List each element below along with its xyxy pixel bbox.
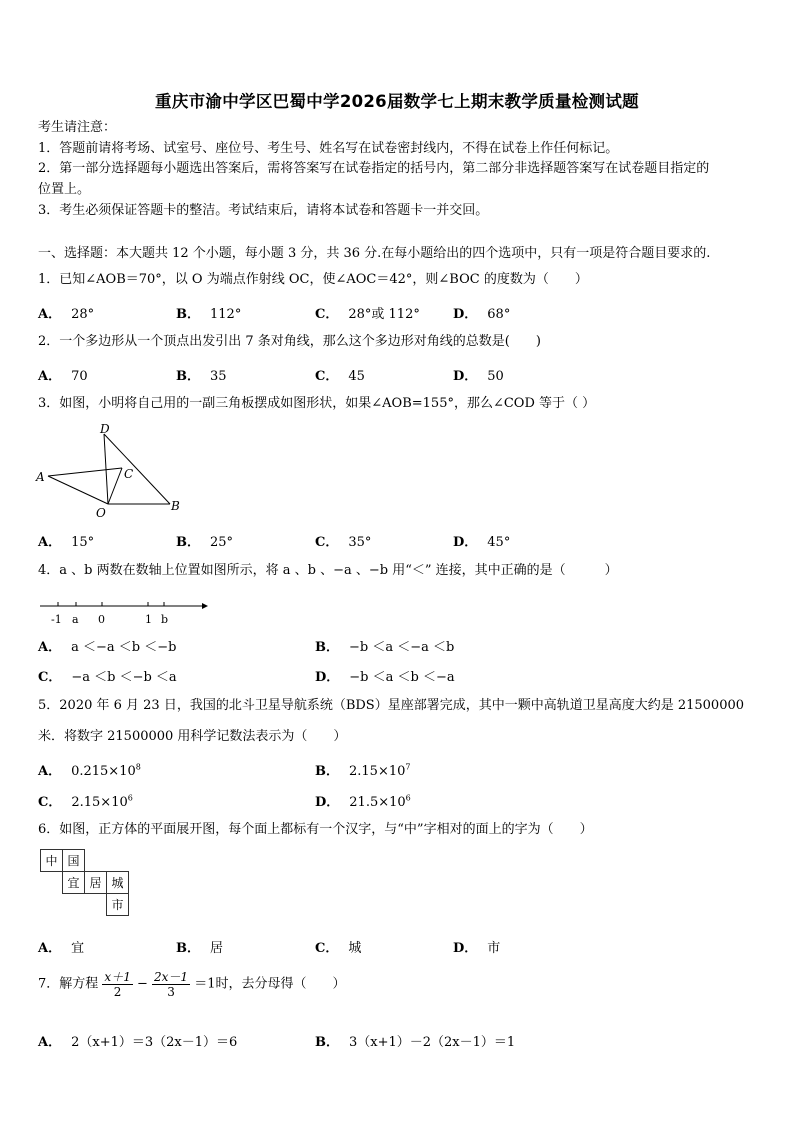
q1-option-b: B． 112° [176,307,242,322]
tick-label: 0 [98,613,105,626]
q4-option-c: C． −a ＜b ＜−b ＜a [38,670,177,685]
q2-option-c: C． 45 [315,369,365,384]
notice-item: 1．答题前请将考场、试室号、座位号、考生号、姓名写在试卷密封线内，不得在试卷上作任何标记。 [38,141,619,156]
label-c: C [124,467,134,481]
net-cell: 中 [41,850,63,872]
tick-label: 1 [145,613,152,626]
q5-option-b: B． $2.15\times 10^7$ [315,762,411,779]
net-cell: 宜 [63,872,85,894]
q5-option-c: C． $2.15\times 10^6$ [38,793,133,810]
question-1-stem: 1．已知∠AOB＝70°，以 O 为端点作射线 OC，使∠AOC＝42°，则∠BOC 的度数为（ ） [38,272,588,287]
question-4-stem: 4．a 、b 两数在数轴上位置如图所示，将 a 、b 、−a 、−b 用“＜” 连接，其中正确的是（ ） [38,563,618,578]
q3-option-c: C． 35° [315,535,372,550]
question-3-stem: 3．如图，小明将自己用的一副三角板摆成如图形状，如果∠AOB=155°，那么∠COD 等于（ ） [38,396,596,411]
tick-label: a [72,613,79,626]
section-heading: 一、选择题：本大题共 12 个小题，每小题 3 分，共 36 分.在每小题给出的四个选项中，只有一项是符合题目要求的. [38,246,711,261]
net-cell: 市 [107,894,129,916]
q3-option-b: B． 25° [176,535,234,550]
q3-option-a: A． 15° [38,535,95,550]
number-line [36,596,211,628]
q6-option-b: B． 居 [176,941,224,956]
q5-option-a: A． $0.215\times 10^8$ [38,762,141,779]
page-title: 重庆市渝中学区巴蜀中学2026届数学七上期末教学质量检测试题 [155,92,639,111]
label-b: B [171,499,180,513]
q7-option-b: B． 3（x+1）－2（2x－1）＝1 [315,1035,516,1050]
q4-option-b: B． −b ＜a ＜−a ＜b [315,640,455,655]
q2-option-d: D． 50 [453,369,504,384]
q1-option-a: A． 28° [38,307,95,322]
net-cell: 居 [85,872,107,894]
tick-label: -1 [51,613,62,626]
question-5-stem: 5．2020 年 6 月 23 日，我国的北斗卫星导航系统（BDS）星座部署完成，其中一颗中高轨道卫星高度大约是 21500000 [38,698,745,713]
notice-item: 2．第一部分选择题每小题选出答案后，需将答案写在试卷指定的括号内，第二部分非选择题答案写在试卷题目指定的 [38,161,710,176]
net-cell: 国 [63,850,85,872]
q2-option-a: A． 70 [38,369,88,384]
label-o: O [96,506,106,520]
net-cell: 城 [107,872,129,894]
q6-option-d: D． 市 [453,941,501,956]
q4-option-d: D． −b ＜a ＜b ＜−a [315,670,455,685]
question-7-stem: 7．解方程 $\frac{x+1}{2}$ − $\frac{2x-1}{3}$ ＝1时，去分母得（ ） [38,970,346,999]
q1-option-c: C． 28°或 112° [315,307,420,322]
notice-item: 3．考生必须保证答题卡的整洁。考试结束后，请将本试卷和答题卡一并交回。 [38,203,489,218]
tick-label: b [161,613,169,626]
q7-option-a: A． 2（x+1）＝3（2x－1）＝6 [38,1035,238,1050]
q2-option-b: B． 35 [176,369,227,384]
cube-net [40,849,129,916]
fraction: $\frac{x+1}{2}$ [104,970,131,999]
q5-option-d: D． $21.5\times 10^6$ [315,793,411,810]
question-6-stem: 6．如图，正方体的平面展开图，每个面上都标有一个汉字，与“中”字相对的面上的字为（ ） [38,822,593,837]
notice-heading: 考生请注意： [38,120,117,135]
q6-option-a: A． 宜 [38,941,85,956]
q1-option-d: D． 68° [453,307,511,322]
q3-option-d: D． 45° [453,535,511,550]
triangle-figure [34,420,194,520]
fraction: $\frac{2x-1}{3}$ [154,970,189,999]
label-d: D [100,422,110,436]
question-2-stem: 2．一个多边形从一个顶点出发引出 7 条对角线，那么这个多边形对角线的总数是( ) [38,334,541,349]
q6-option-c: C． 城 [315,941,362,956]
label-a: A [36,470,45,484]
q4-option-a: A． a ＜−a ＜b ＜−b [38,640,177,655]
question-5-stem-cont: 米．将数字 21500000 用科学记数法表示为（ ） [38,729,347,744]
notice-item: 位置上。 [38,182,91,197]
